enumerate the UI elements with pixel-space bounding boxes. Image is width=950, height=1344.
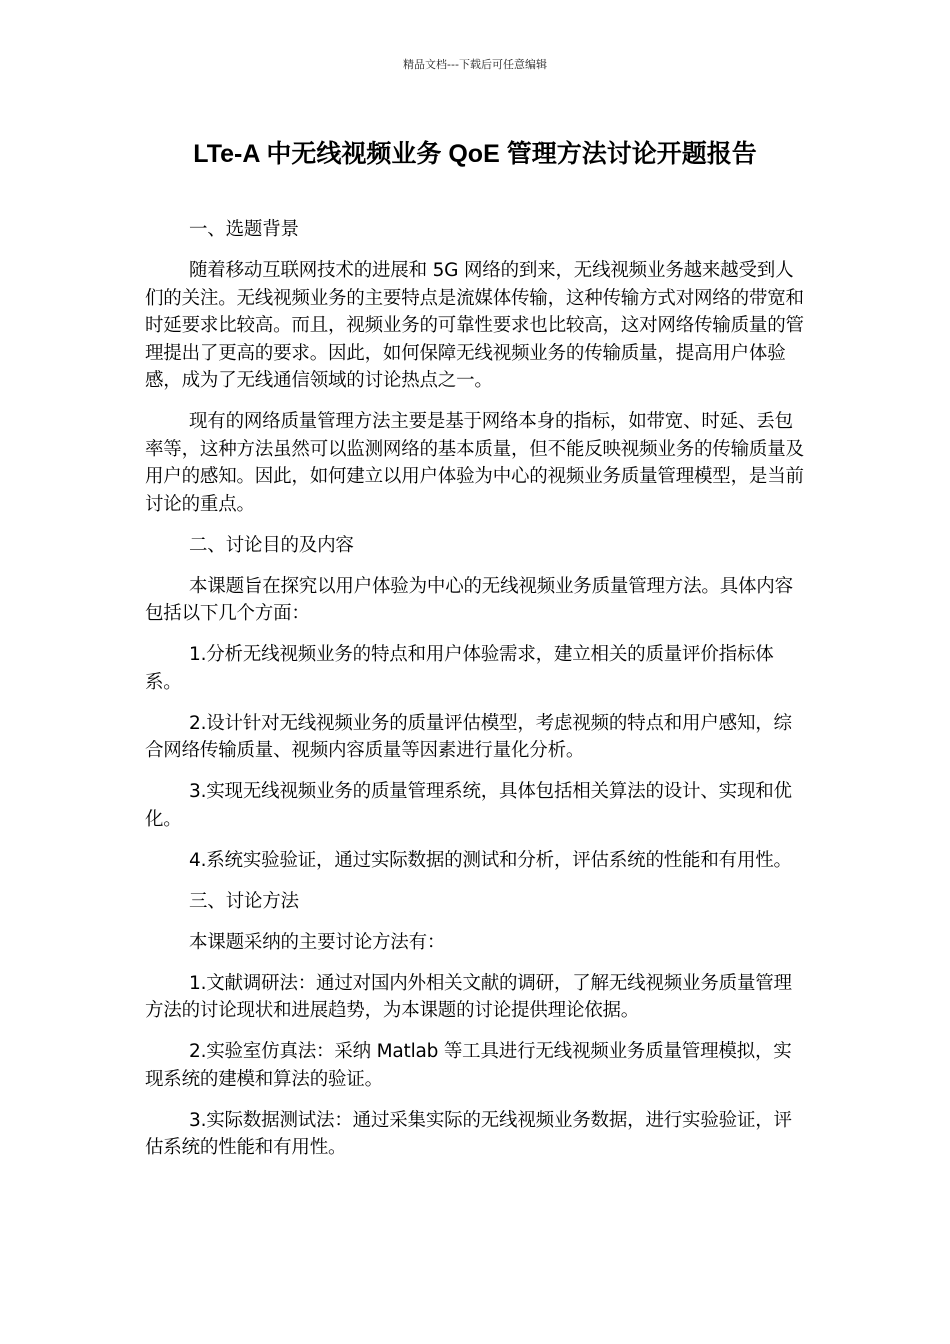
list-item-purpose-3: 3.实现无线视频业务的质量管理系统，具体包括相关算法的设计、实现和优化。 (145, 781, 792, 830)
list-item-method-2: 2.实验室仿真法：采纳 Matlab 等工具进行无线视频业务质量管理模拟，实现系统的建模和算法的验证。 (145, 1041, 792, 1090)
paragraph-background-1: 随着移动互联网技术的进展和 5G 网络的到来，无线视频业务越来越受到人们的关注。无线视频业务的主要特点是流媒体传输，这种传输方式对网络的带宽和时延要求比较高。而且，视频业务的可靠性要求也比较高，这对网络传输质量的管理提出了更高的要求。因此，如何保障无线视频业务的传输质量，提高用户体验感，成为了无线通信领域的讨论热点之一。 (145, 260, 804, 391)
page-header-note: 精品文档---下载后可任意编辑 (403, 58, 547, 71)
list-item-purpose-1: 1.分析无线视频业务的特点和用户体验需求，建立相关的质量评价指标体系。 (145, 644, 774, 693)
list-item-method-1: 1.文献调研法：通过对国内外相关文献的调研，了解无线视频业务质量管理方法的讨论现状和进展趋势，为本课题的讨论提供理论依据。 (145, 972, 792, 1021)
paragraph-purpose-intro: 本课题旨在探究以用户体验为中心的无线视频业务质量管理方法。具体内容包括以下几个方面： (145, 575, 793, 624)
document-title: LTe-A 中无线视频业务 QoE 管理方法讨论开题报告 (193, 140, 757, 168)
paragraph-methods-intro: 本课题采纳的主要讨论方法有： (189, 931, 446, 953)
document-body (145, 216, 807, 1175)
list-item-method-3: 3.实际数据测试法：通过采集实际的无线视频业务数据，进行实验验证，评估系统的性能和有用性。 (145, 1109, 792, 1158)
section-heading-methods: 三、讨论方法 (189, 890, 299, 912)
paragraph-background-2: 现有的网络质量管理方法主要是基于网络本身的指标，如带宽、时延、丢包率等，这种方法虽然可以监测网络的基本质量，但不能反映视频业务的传输质量及用户的感知。因此，如何建立以用户体验为中心的视频业务质量管理模型，是当前讨论的重点。 (145, 411, 804, 515)
list-item-purpose-2: 2.设计针对无线视频业务的质量评估模型，考虑视频的特点和用户感知，综合网络传输质量、视频内容质量等因素进行量化分析。 (145, 712, 792, 761)
section-heading-background: 一、选题背景 (189, 219, 299, 240)
list-item-purpose-4: 4.系统实验验证，通过实际数据的测试和分析，评估系统的性能和有用性。 (189, 849, 792, 871)
section-heading-purpose: 二、讨论目的及内容 (189, 534, 354, 556)
